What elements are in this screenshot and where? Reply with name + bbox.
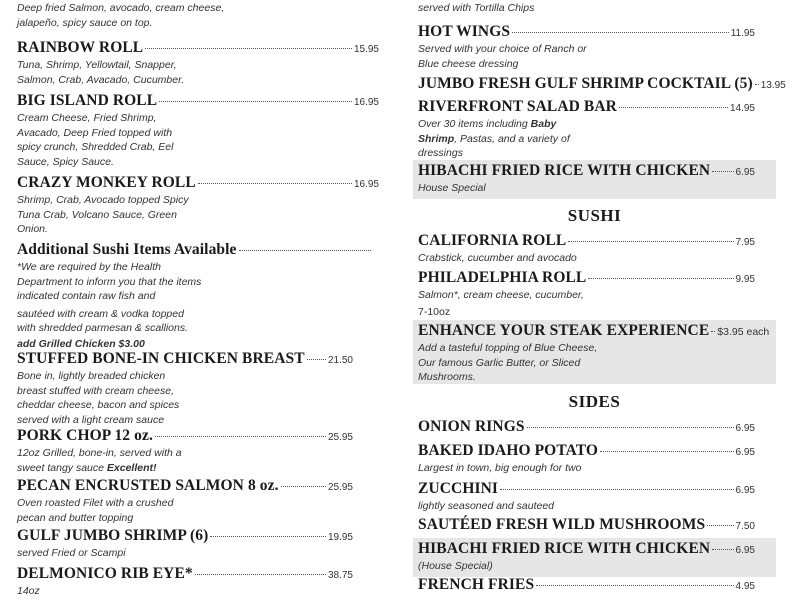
dot-leader xyxy=(159,101,352,102)
menu-item-rainbow-roll xyxy=(17,39,379,87)
item-name: ONION RINGS xyxy=(418,418,525,435)
item-description: Shrimp, Crab, Avocado topped Spicy Tuna Crab, Volcano Sauce, Green Onion. xyxy=(17,194,189,235)
menu-item-big-island-roll xyxy=(17,92,379,169)
item-price: 16.95 xyxy=(353,179,379,190)
menu-item-hot-wings xyxy=(413,23,776,71)
item-name: GULF JUMBO SHRIMP (6) xyxy=(17,527,209,544)
item-description: Add a tasteful topping of Blue Cheese, Our famous Garlic Butter, or Sliced Mushrooms. xyxy=(418,342,598,383)
item-description: *We are required by the Health Department to inform you that the items indicated contain raw fish and xyxy=(17,261,202,302)
item-price: 25.95 xyxy=(327,432,353,443)
dot-leader xyxy=(512,32,729,33)
item-description: 12oz Grilled, bone-in, served with a sweet tangy sauce Excellent! xyxy=(17,447,182,474)
item-price: 13.95 xyxy=(760,80,786,91)
item-name: ZUCCHINI xyxy=(418,480,499,497)
item-description: Over 30 items including Baby Shrimp, Pastas, and a variety of dressings xyxy=(418,118,570,159)
dot-leader xyxy=(210,536,326,537)
menu-item-salad-bar xyxy=(413,98,776,161)
item-price: 25.95 xyxy=(327,482,353,493)
item-description: House Special xyxy=(418,182,486,194)
item-addon: add Grilled Chicken $3.00 xyxy=(17,337,145,350)
dot-leader xyxy=(239,250,371,251)
item-price: 6.95 xyxy=(735,545,755,556)
item-name: STUFFED BONE-IN CHICKEN BREAST xyxy=(17,350,305,367)
dot-leader xyxy=(711,331,715,332)
item-name: HIBACHI FRIED RICE WITH CHICKEN xyxy=(418,540,711,557)
item-name: CALIFORNIA ROLL xyxy=(418,232,567,249)
menu-item-pork-chop xyxy=(17,427,353,475)
dot-leader xyxy=(712,171,733,172)
item-name: PECAN ENCRUSTED SALMON 8 oz. xyxy=(17,477,279,494)
menu-item-zucchini xyxy=(413,480,776,514)
menu-item-california-roll xyxy=(413,232,776,266)
dot-leader xyxy=(619,107,728,108)
item-description: 14oz xyxy=(17,585,40,597)
item-price: 11.95 xyxy=(730,28,755,39)
item-price: 6.95 xyxy=(735,447,755,458)
item-name: RAINBOW ROLL xyxy=(17,39,144,56)
item-name: HOT WINGS xyxy=(418,23,511,40)
item-name: DELMONICO RIB EYE* xyxy=(17,565,193,582)
item-description: Tuna, Shrimp, Yellowtail, Snapper, Salmon, Crab, Avacado, Cucumber. xyxy=(17,59,185,86)
item-description: Cream Cheese, Fried Shrimp, Avacado, Deep Fried topped with spicy crunch, Shredded Crab, Eel Sauce, Spicy Sauce. xyxy=(17,112,174,168)
item-description: lightly seasoned and sauteed xyxy=(418,500,555,512)
item-description: Salmon*, cream cheese, cucumber, xyxy=(418,289,584,301)
menu-item-crazy-monkey-roll xyxy=(17,174,379,237)
item-name: BIG ISLAND ROLL xyxy=(17,92,158,109)
menu-item-delmonico xyxy=(17,565,353,599)
menu-item-additional-sushi xyxy=(17,241,379,351)
dot-leader xyxy=(712,549,733,550)
menu-item-gulf-shrimp xyxy=(17,527,353,561)
menu-item-hibachi-2 xyxy=(413,538,776,577)
dot-leader xyxy=(568,241,733,242)
item-size: 7-10oz xyxy=(418,305,451,318)
menu-item-philadelphia-roll xyxy=(413,269,776,319)
item-price: 38.75 xyxy=(327,570,353,581)
item-price: 16.95 xyxy=(353,97,379,108)
item-price: 7.50 xyxy=(735,521,755,532)
item-description: Crabstick, cucumber and avocado xyxy=(418,252,577,264)
item-name: Additional Sushi Items Available xyxy=(17,241,237,258)
menu-item-top-partial xyxy=(17,0,379,30)
item-description: (House Special) xyxy=(418,560,493,572)
menu-item-top-partial-right xyxy=(413,0,776,16)
item-price: 14.95 xyxy=(729,103,755,114)
menu-item-stuffed-chicken xyxy=(17,350,353,427)
item-price: 6.95 xyxy=(735,423,755,434)
item-description: served Fried or Scampi xyxy=(17,547,126,559)
dot-leader xyxy=(198,183,352,184)
dot-leader xyxy=(527,427,734,428)
menu-item-hibachi-1 xyxy=(413,160,776,199)
menu-item-onion-rings xyxy=(413,418,776,436)
item-name: FRENCH FRIES xyxy=(418,576,535,593)
item-name: HIBACHI FRIED RICE WITH CHICKEN xyxy=(418,162,711,179)
menu-item-french-fries xyxy=(413,576,776,594)
item-name: PORK CHOP 12 oz. xyxy=(17,427,153,444)
dot-leader xyxy=(155,436,326,437)
item-price: 15.95 xyxy=(353,44,379,55)
item-description: Served with your choice of Ranch or Blue cheese dressing xyxy=(418,43,587,70)
dot-leader xyxy=(600,451,733,452)
item-price: $3.95 each xyxy=(717,326,770,338)
item-price: 19.95 xyxy=(327,532,353,543)
item-price: 7.95 xyxy=(735,237,755,248)
dot-leader xyxy=(755,84,759,85)
item-price: 4.95 xyxy=(735,581,755,592)
item-description: Deep fried Salmon, avocado, cream cheese, jalapeño, spicy sauce on top. xyxy=(17,2,225,29)
item-name: PHILADELPHIA ROLL xyxy=(418,269,587,286)
menu-item-baked-potato xyxy=(413,442,776,476)
dot-leader xyxy=(707,525,733,526)
item-description: Oven roasted Filet with a crushed pecan and butter topping xyxy=(17,497,174,524)
section-heading-sides: SIDES xyxy=(568,392,621,411)
item-name: BAKED IDAHO POTATO xyxy=(418,442,599,459)
item-price: 6.95 xyxy=(735,167,755,178)
item-description: Bone in, lightly breaded chicken breast stuffed with cream cheese, cheddar cheese, bacon and spices served with a light cream sauce xyxy=(17,370,180,426)
item-name: CRAZY MONKEY ROLL xyxy=(17,174,196,191)
item-description: Largest in town, big enough for two xyxy=(418,462,582,474)
dot-leader xyxy=(281,486,326,487)
dot-leader xyxy=(536,585,733,586)
item-name: JUMBO FRESH GULF SHRIMP COCKTAIL (5) xyxy=(418,75,753,92)
item-name: SAUTÉED FRESH WILD MUSHROOMS xyxy=(418,516,706,533)
item-price: 6.95 xyxy=(735,485,755,496)
item-price: 9.95 xyxy=(735,274,755,285)
dot-leader xyxy=(145,48,352,49)
item-description: served with Tortilla Chips xyxy=(418,2,535,14)
dot-leader xyxy=(195,574,326,575)
menu-item-mushrooms xyxy=(413,516,776,534)
item-price: 21.50 xyxy=(327,355,353,366)
dot-leader xyxy=(500,489,733,490)
dot-leader xyxy=(588,278,733,279)
menu-item-pecan-salmon xyxy=(17,477,353,525)
item-name: RIVERFRONT SALAD BAR xyxy=(418,98,617,115)
item-name: ENHANCE YOUR STEAK EXPERIENCE xyxy=(418,322,710,339)
dot-leader xyxy=(307,359,326,360)
menu-item-jumbo-shrimp-cocktail xyxy=(413,75,786,93)
item-description-2: sautéed with cream & vodka topped with shredded parmesan & scallions. xyxy=(17,307,189,334)
menu-item-enhance-steak xyxy=(413,320,776,384)
section-heading-sushi: SUSHI xyxy=(567,206,622,225)
